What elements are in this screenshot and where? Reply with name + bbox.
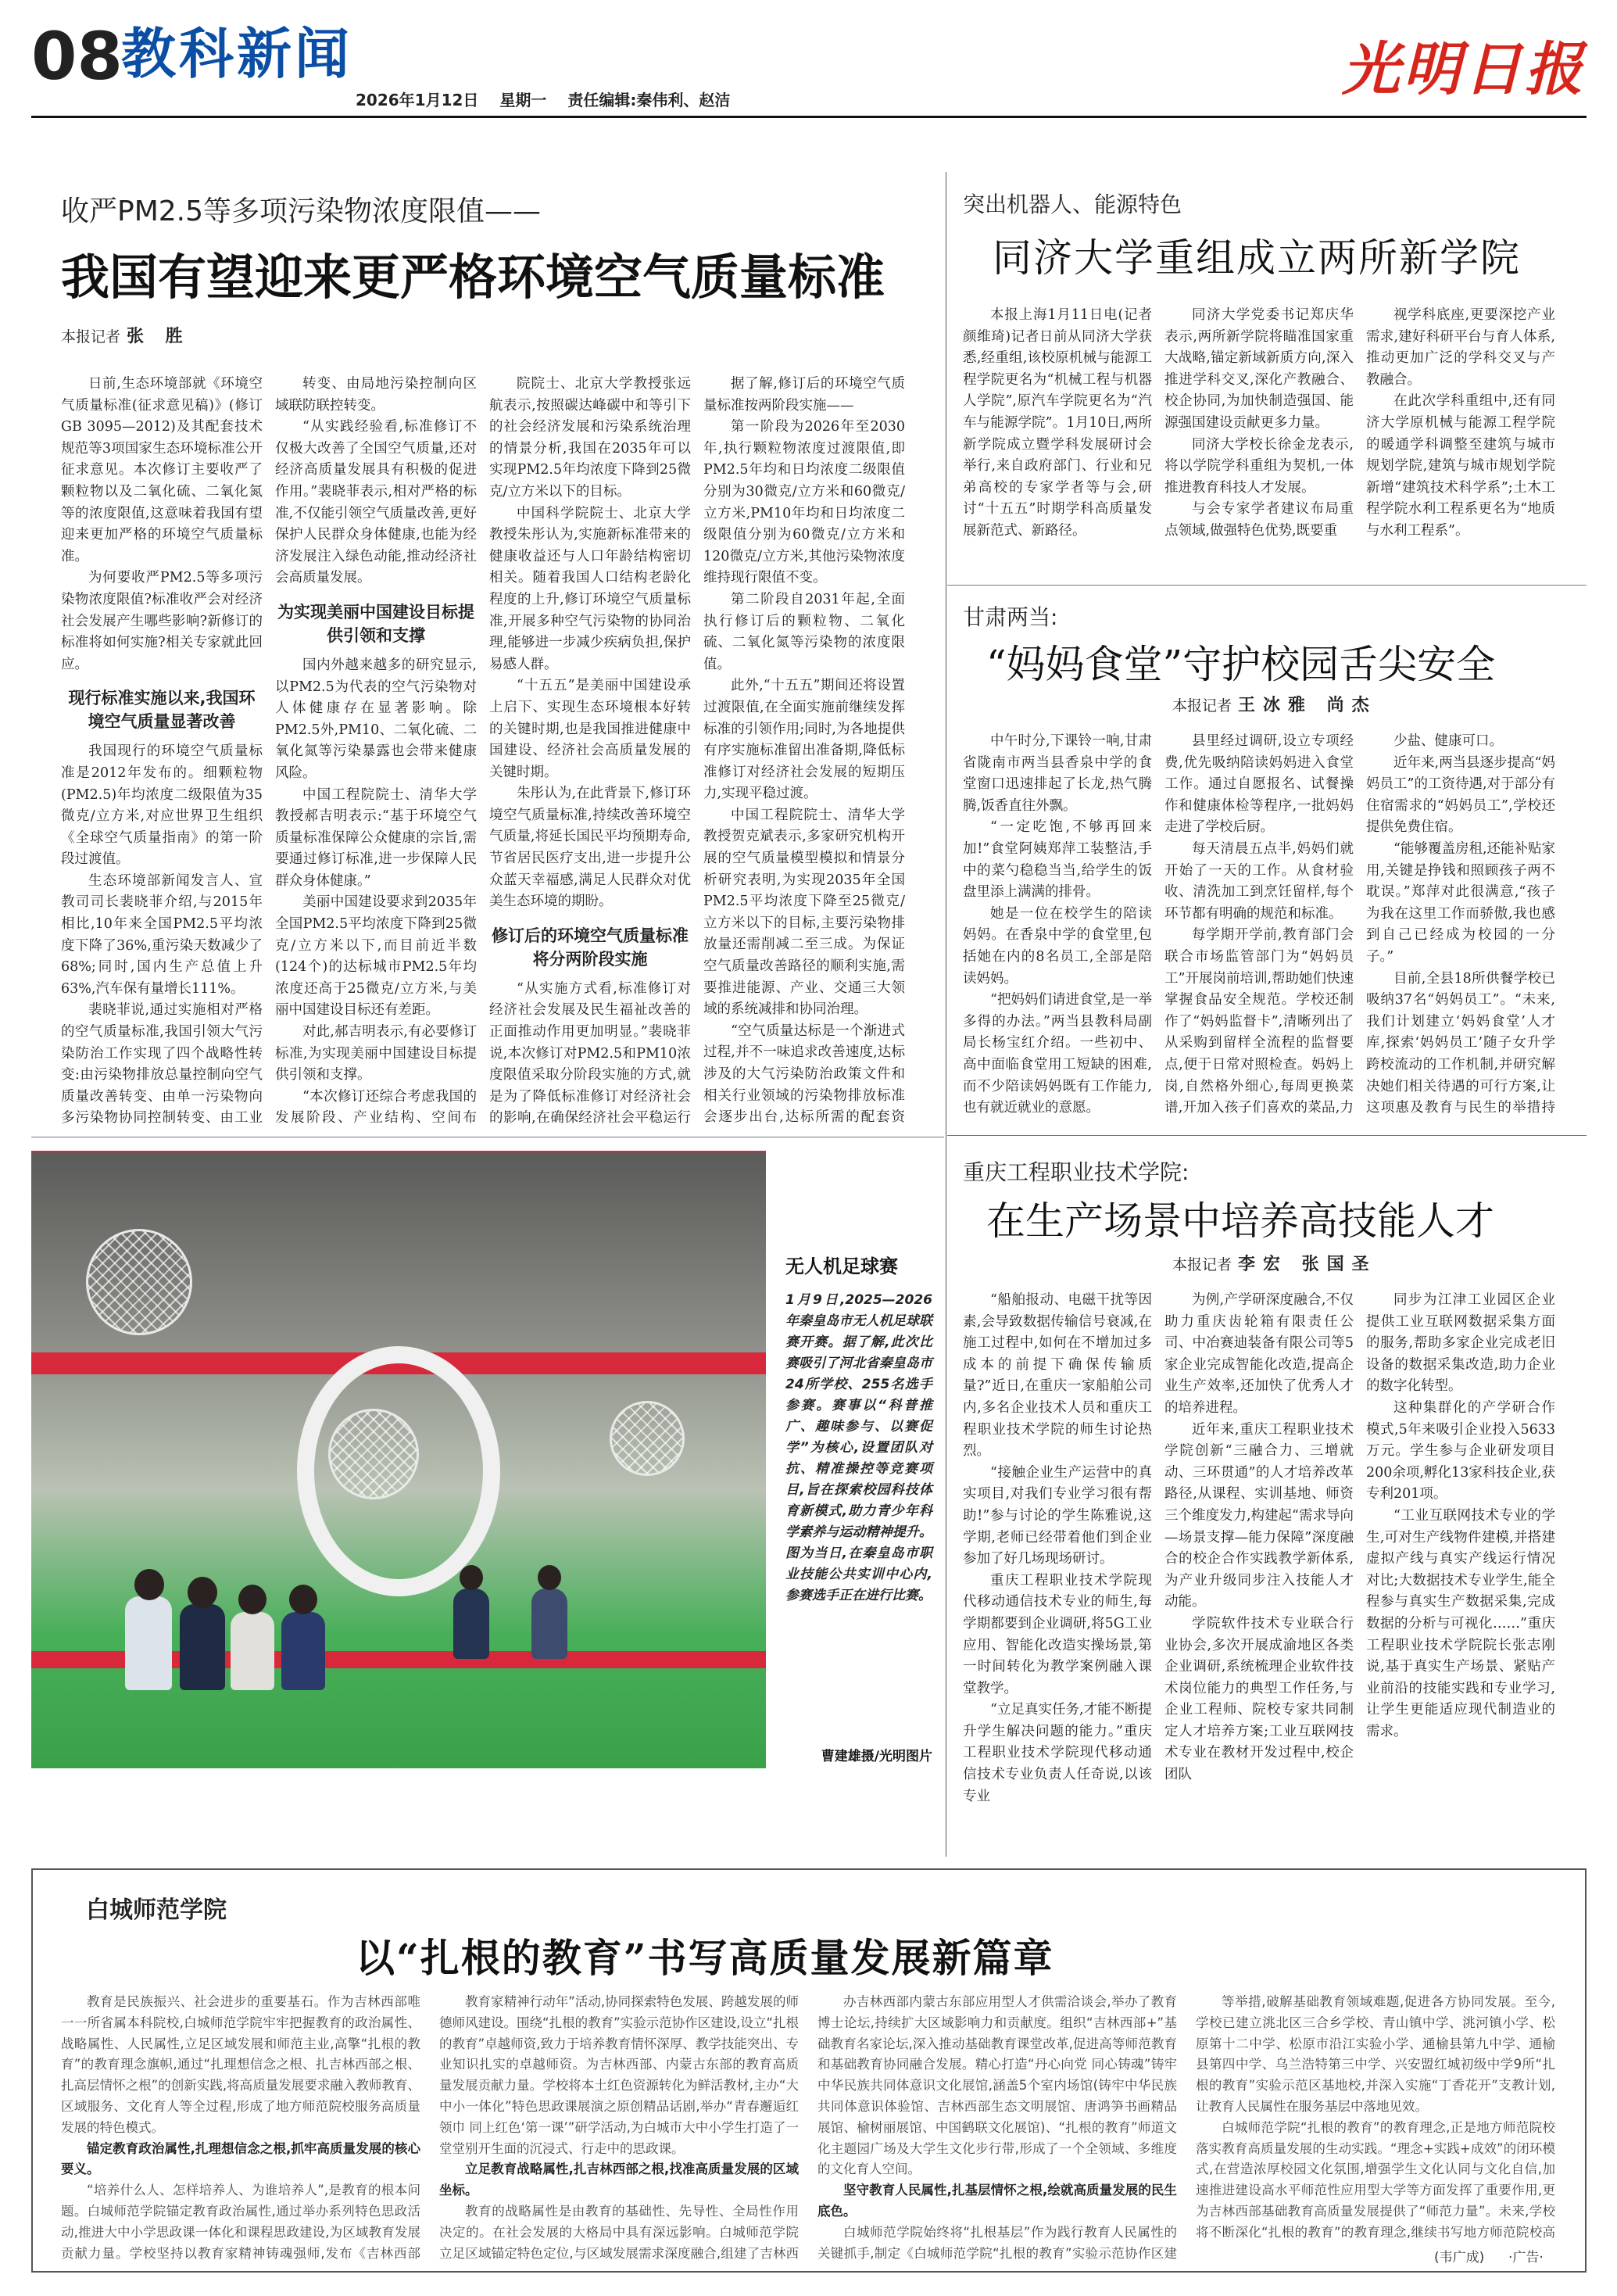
ad-column-2: 教育家精神行动年”活动,协同探索特色发展、跨越发展的师德师风建设。围绕“扎根的教育”实验示范协作区建设,设立“扎根的教育”卓越师资,致力于培养教育情怀深厚、教学技能突出、专业知识扎实的卓越师资。为吉林西部、内蒙古东部的教育高质量发展贡献力量。学校将本土红色资源转化为鲜活教材,主办“大中小一体化”特色思政课展演之原创精品话剧,举办“青春邂逅红领巾 同上红色‘第一课’”研学活动,为白城市大中小学生打造了一堂堂别开生面的沉浸式、行走中的思政课。 立足教育战略属性,扎吉林西部之根,找准高质量发展的区域坐标。 教育的战略属性是由教育的基础性、先导性、全局性作用决定的。在社会发展的大格局中具有深远影响。白城师范学院立足区域锚定特色定位,与区域发展需求深度融合,组建了吉林西 [439,1994,799,2261]
photo-title: 无人机足球赛 [785,1255,898,1277]
masthead-logo: 光明日报 [1342,36,1586,103]
reporter-name: 李宏 张国圣 [1238,1255,1377,1274]
photo-credit: 曹建雄摄/光明图片 [821,1749,932,1764]
student-head [134,1569,164,1600]
student-head [188,1577,217,1608]
article3-column-3: 少盐、健康可口。 近年来,两当县逐步提高“妈妈员工”的工资待遇,对于部分有住宿需求的“妈妈员工”,学校还提供免费住宿。 “能够覆盖房租,还能补贴家用,关键是挣钱和照顾孩子两不耽误。”郑萍对此很满意,“孩子为我在这里工作而骄傲,我也感到自己已经成为校园的一分子。” 目前,全县18所供餐学校已吸纳37名“妈妈员工”。“未来,我们计划建立‘妈妈食堂’人才库,探索‘妈妈员工’随子女升学跨校流动的工作机制,并研究解决她们相关待遇的可行方案,让这项惠及教育与民生的举措持 [1366,733,1555,1116]
section-title: 教科新闻 [121,22,352,86]
subheading: 为实现美丽中国建设目标提供引领和支撑 [277,602,474,645]
student [231,1612,274,1690]
article3-kicker: 甘肃两当: [963,604,1058,630]
header-rule [31,116,1587,118]
student-head [538,1565,561,1590]
article3-byline: 本报记者 王冰雅 尚杰 [1172,696,1377,715]
article1-column-2: 转变、由局地污染控制向区域联防联控转变。 “从实践经验看,标准修订不仅极大改善了全国空气质量,还对经济高质量发展具有积极的促进作用。”裴晓菲表示,相对严格的标准,不仅能引领空气质量改善,更好保护人民群众身体健康,也能为经济发展注入绿色动能,推动经济社会高质量发展。 为实现美丽中国建设目标提供引领和支撑 国内外越来越多的研究显示,以PM2.5为代表的空气污染物对人体健康存在显著影响。除PM2.5外,PM10、二氧化硫、二氧化氮等污染暴露也会带来健康风险。 中国工程院院士、清华大学教授郝吉明表示:“基于环境空气质量标准保障公众健康的宗旨,需要通过修订标准,进一步保障人民群众身体健康。” 美丽中国建设要求到2035年全国PM2.5平均浓度下降到25微克/立方米以下,而目前近半数(124个)的达标城市PM2.5年均浓度还高于25微克/立方米,与美丽中国建设目标还有差距。 对此,郝吉明表示,有必要修订标准,为实现美丽中国建设目标提供引领和支撑。 “本次修订还综合考虑我国的发展阶段、产业结构、空间布 [275,376,477,1124]
ad-subheading: 坚守教育人民属性,扎基层情怀之根,绘就高质量发展的民生底色。 [817,2183,1177,2219]
drone-soccer-photo [31,1151,766,1768]
subheading: 现行标准实施以来,我国环境空气质量显著改善 [68,689,256,732]
reporter-name: 张 胜 [127,327,191,346]
student [180,1604,225,1690]
ad-organization: 白城师范学院 [86,1897,227,1924]
article1-byline: 本报记者 张 胜 [61,327,191,346]
article4-column-2: 为例,产学研深度融合,不仅助力重庆齿轮箱有限责任公司、中冶赛迪装备有限公司等5家企业完成智能化改造,提高企业生产效率,还加快了优秀人才的培养进程。 近年来,重庆工程职业技术学院创新“三融合力、三增就动、三环贯通”的人才培养改革路径,从课程、实训基地、师资三个维度发力,构建起“需求导向—场景支撑—能力保障”深度融合的校企合作实践教学新体系,为产业升级同步注入技能人才动能。 学院软件技术专业联合行业协会,多次开展成渝地区各类企业调研,系统梳理企业软件技术岗位能力的典型工作任务,与企业工程师、院校专家共同制定人才培养方案;工业互联网技术专业在教材开发过程中,校企团队 [1164,1292,1354,1783]
issue-date: 2026年1月12日 [356,91,479,109]
article3-headline: “妈妈食堂”守护校园舌尖安全 [986,642,1496,687]
ad-subheading: 锚定教育政治属性,扎理想信念之根,抓牢高质量发展的核心要义。 [61,2140,420,2177]
student [531,1589,567,1659]
article1-column-3: 院院士、北京大学教授张远航表示,按照碳达峰碳中和等引下的社会经济发展和污染系统治理的情景分析,我国在2035年可以实现PM2.5年均浓度下降到25微克/立方米以下的目标。 中国科学院院士、北京大学教授朱彤认为,实施新标准带来的健康收益还与人口年龄结构密切相关。随着我国人口结构老龄化程度的上升,修订环境空气质量标准,开展多种空气污染物的协同治理,能够进一步减少疾病负担,保护易感人群。 “十五五”是美丽中国建设承上启下、实现生态环境根本好转的关键时期,也是我国推进健康中国建设、经济社会高质量发展的关键时期。 朱彤认为,在此背景下,修订环境空气质量标准,持续改善环境空气质量,将延长国民平均预期寿命,节省居民医疗支出,进一步提升公众蓝天幸福感,满足人民群众对优美生态环境的期盼。 修订后的环境空气质量标准将分两阶段实施 “从实施方式看,标准修订对经济社会发展及民生福祉改善的正面推动作用更加明显。”裴晓菲说,本次修订对PM2.5和PM10浓度限值采取分阶段实施的方式,就是为了降低标准修订对经济社会的影响,在确保经济社会平稳运行 [489,376,691,1124]
drone-ball [86,1229,192,1335]
ad-subheading: 立足教育战略属性,扎吉林西部之根,找准高质量发展的区域坐标。 [439,2162,799,2198]
student [281,1612,325,1690]
section-divider [947,1135,1587,1136]
ad-author: (韦广成) [1434,2250,1485,2266]
photo-caption: 1月9日,2025—2026年秦皇岛市无人机足球联赛开赛。据了解,此次比赛吸引了河北省秦皇岛市24所学校、255名选手参赛。赛事以“科普推广、趣味参与、以赛促学”为核心,设置团队对抗、精准操控等竞赛项目,旨在探索校园科技体育新模式,助力青少年科学素养与运动精神提升。图为当日,在秦皇岛市职业技能公共实训中心内,参赛选手正在进行比赛。 [785,1292,932,1603]
student [453,1589,489,1659]
issue-editors: 责任编辑:秦伟利、赵洁 [567,91,731,109]
article4-byline: 本报记者 李宏 张国圣 [1172,1255,1377,1274]
ad-column-4: 等举措,破解基础教育领域难题,促进各方协同发展。至今,学校已建立洮北区三合乡学校、青山镇中学、洮河镇小学、松原第十二中学、松原市沿江实验小学、通榆县第九中学、通榆县第四中学、乌兰浩特第三中学、兴安盟红城初级中学9所“扎根的教育”实验示范区基地校,并深入实施“丁香花开”支教计划,让教育人民属性在服务基层中落地见效。 白城师范学院“扎根的教育”的教育理念,正是地方师范院校落实教育高质量发展的生动实践。“理念+实践+成效”的闭环模式,在营造浓厚校园文化氛围,增强学生文化认同与文化自信,加速推进建设高水平师范性应用型大学等方面发挥了重要作用,更为吉林西部基础教育高质量发展提供了“师范力量”。未来,学校将不断深化“扎根的教育”的教育理念,继续书写地方师范院校高 [1196,1994,1555,2240]
article4-column-1: “船舶报动、电磁干扰等因素,会导致数据传输信号衰减,在施工过程中,如何在不增加过多成本的前提下确保传输质量?”近日,在重庆一家船舶公司内,多名企业技术人员和重庆工程职业技术学院的师生讨论热烈。 “接触企业生产运营中的真实项目,对我们专业学习很有帮助!”参与讨论的学生陈雅说,这学期,老师已经带着他们到企业参加了好几场现场研讨。 重庆工程职业技术学院现代移动通信技术专业的师生,每学期都要到企业调研,将5G工业应用、智能化改造实操场景,第一时间转化为教学案例融入课堂教学。 “立足真实任务,才能不断提升学生解决问题的能力。”重庆工程职业技术学院现代移动通信技术专业负责人任奇说,以该专业 [963,1292,1152,1804]
page-number: 08 [31,18,123,95]
section-divider [947,585,1587,586]
student-head [460,1565,483,1590]
article2-column-2: 同济大学党委书记郑庆华表示,两所新学院将瞄准国家重大战略,锚定新域新质方向,深入推进学科交叉,深化产教融合、校企协同,为加快制造强国、能源强国建设贡献更多力量。 同济大学校长徐金龙表示,将以学院学科重组为契机,一体推进教育科技人才发展。 与会专家学者建议布局重点领域,做强特色优势,既要重 [1164,307,1354,539]
article2-headline: 同济大学重组成立两所新学院 [993,235,1521,281]
article1-column-4: 据了解,修订后的环境空气质量标准按两阶段实施—— 第一阶段为2026年至2030年,执行颗粒物浓度过渡限值,即PM2.5年均和日均浓度二级限值分别为30微克/立方米和60微克/立方米,PM10年均和日均浓度二级限值分别为60微克/立方米和120微克/立方米,其他污染物浓度维持现行限值不变。 第二阶段自2031年起,全面执行修订后的颗粒物、二氧化硫、二氧化氮等污染物的浓度限值。 此外,“十五五”期间还将设置过渡限值,在全面实施前继续发挥标准的引领作用;同时,为各地提供有序实施标准留出准备期,降低标准修订对经济社会发展的短期压力,实现平稳过渡。 中国工程院院士、清华大学教授贺克斌表示,多家研究机构开展的空气质量模型模拟和情景分析研究表明,为实现2035年全国PM2.5平均浓度下降至25微克/立方米以下的目标,主要污染物排放量还需削减二至三成。为保证空气质量改善路径的顺利实施,需要推进能源、产业、交通三大领域的系统减排和协同治理。 “空气质量达标是一个渐进式过程,并不一味追求改善速度,达标涉及的大气污染防治政策文件和相关行业领域的污染物排放标准会逐步出台,达标所需的配套资 [703,376,905,1124]
article4-kicker: 重庆工程职业技术学院: [963,1159,1189,1185]
article2-kicker: 突出机器人、能源特色 [963,192,1182,217]
article4-column-3: 同步为江津工业园区企业提供工业互联网数据采集方面的服务,帮助多家企业完成老旧设备的数据采集改造,助力企业的数字化转型。 这种集群化的产学研合作模式,5年来吸引企业投入5633万元。学生参与企业研发项目200余项,孵化13家科技企业,获专利201项。 “工业互联网技术专业的学生,可对生产线物件建模,并搭建虚拟产线与真实产线运行情况对比;大数据技术专业学生,能全程参与真实生产数据采集,完成数据的分析与可视化……”重庆工程职业技术学院院长张志刚说,基于真实生产场景、紧贴产业前沿的技能实践和专业学习,让学生更能适应现代制造业的需求。 [1366,1292,1555,1739]
student-head [289,1585,317,1614]
drone-ball [328,1409,419,1499]
student-head [238,1585,267,1614]
article2-column-1: 本报上海1月11日电(记者颜维琦)记者日前从同济大学获悉,经重组,该校原机械与能源工程学院更名为“机械工程与机器人学院”,原汽车学院更名为“汽车与能源学院”。1月10日,两所新学院成立暨学科发展研讨会举行,来自政府部门、行业和兄弟高校的专家学者等与会,研讨“十五五”时期学科高质量发展新范式、新路径。 [963,307,1152,539]
student [125,1596,172,1690]
article3-column-2: 县里经过调研,设立专项经费,优先吸纳陪读妈妈进入食堂工作。通过自愿报名、试餐操作和健康体检等程序,一批妈妈走进了学校后厨。 每天清晨五点半,妈妈们就开始了一天的工作。从食材验收、清洗加工到烹饪留样,每个环节都有明确的规范和标准。 每学期开学前,教育部门会联合市场监管部门为“妈妈员工”开展岗前培训,帮助她们快速掌握食品安全规范。学校还制作了“妈妈监督卡”,清晰列出了从采购到留样全流程的监督要点,便于日常对照检查。妈妈上岗,自然格外细心,每周更换菜谱,开加入孩子们喜欢的菜品,力 [1164,733,1354,1116]
ad-headline: 以“扎根的教育”书写高质量发展新篇章 [356,1935,1054,1981]
ad-column-1: 教育是民族振兴、社会进步的重要基石。作为吉林西部唯一一所省属本科院校,白城师范学院牢牢把握教育的政治属性、战略属性、人民属性,立足区域发展和师范主业,高擎“扎根的教育”的教育理念旗帜,通过“扎理想信念之根、扎吉林西部之根、扎高层情怀之根”的创新实践,将高质量发展要求融入教师教育、区域服务、文化育人等全过程,形成了地方师范院校服务高质量发展的特色模式。 锚定教育政治属性,扎理想信念之根,抓牢高质量发展的核心要义。 “培养什么人、怎样培养人、为谁培养人”,是教育的根本问题。白城师范学院锚定教育政治属性,通过举办系列特色思政活动,推进大中小学思政课一体化和课程思政建设,为区域教育发展贡献力量。学校坚持以教育家精神铸魂强师,发布《吉林西部 [61,1994,420,2261]
article1-kicker: 收严PM2.5等多项污染物浓度限值—— [61,195,542,227]
ad-column-3: 办吉林西部内蒙古东部应用型人才供需洽谈会,举办了教育博士论坛,持续扩大区域影响力和贡献度。组织“吉林西部+”基础教育名家论坛,深入推动基础教育课堂改革,促进高等师范教育和基础教育协同融合发展。精心打造“丹心向党 同心铸魂”铸牢中华民族共同体意识文化展馆,涵盖5个室内场馆(铸牢中华民族共同体意识体验馆、吉林西部生态文明展馆、唐鸿笋书画精品展馆、榆树丽展馆、中国鹤联文化展馆)、“扎根的教育”师道文化主题园广场及大学生文化步行带,形成了一个全领域、多维度的文化育人空间。 坚守教育人民属性,扎基层情怀之根,绘就高质量发展的民生底色。 白城师范学院始终将“扎根基层”作为践行教育人民属性的关键抓手,制定《白城师范学院“扎根的教育”实验示范协作区建 [817,1994,1177,2261]
article4-headline: 在生产场景中培养高技能人才 [986,1198,1494,1244]
article1-column-1: 日前,生态环境部就《环境空气质量标准(征求意见稿)》(修订GB 3095—2012)及其配套技术规范等3项国家生态环境标准公开征求意见。本次修订主要收严了颗粒物以及二氧化硫、二氧化氮等的浓度限值,这意味着我国有望迎来更加严格的环境空气质量标准。 为何要收严PM2.5等多项污染物浓度限值?标准收严会对经济社会发展产生哪些影响?新修订的标准将如何实施?相关专家就此回应。 现行标准实施以来,我国环境空气质量显著改善 我国现行的环境空气质量标准是2012年发布的。细颗粒物(PM2.5)年均浓度二级限值为35微克/立方米,对应世界卫生组织《全球空气质量指南》的第一阶段过渡值。 生态环境部新闻发言人、宣教司司长裴晓菲介绍,与2015年相比,10年来全国PM2.5平均浓度下降了36%,重污染天数减少了68%;同时,国内生产总值上升63%,汽车保有量增长111%。 裴晓菲说,通过实施相对严格的空气质量标准,我国引领大气污染防治工作实现了四个战略性转变:由污染物排放总量控制向空气质量改善转变、由单一污染物向多污染物协同控制转变、由工业 [61,376,263,1124]
ad-label: ·广告· [1508,2250,1544,2266]
article3-column-1: 中午时分,下课铃一响,甘肃省陇南市两当县香泉中学的食堂窗口迅速排起了长龙,热气腾腾,饭香直往外飘。 “一定吃饱,不够再回来加!”食堂阿姨郑萍工装整洁,手中的菜勺稳稳当当,给学生的饭盘里添上满满的排骨。 她是一位在校学生的陪读妈妈。在香泉中学的食堂里,包括她在内的8名员工,全部是陪读妈妈。 “把妈妈们请进食堂,是一举多得的办法。”两当县教科局副局长杨宝红介绍。一些初中、高中面临食堂用工短缺的困难,而不少陪读妈妈既有工作能力,也有就近就业的意愿。 [963,733,1152,1116]
issue-weekday: 星期一 [499,91,547,109]
article1-headline: 我国有望迎来更严格环境空气质量标准 [61,249,885,306]
drone-ball [610,1401,685,1476]
article2-column-3: 视学科底座,更要深挖产业需求,建好科研平台与育人体系,推动更加广泛的学科交叉与产教融合。 在此次学科重组中,还有同济大学原机械与能源工程学院的暖通学科调整至建筑与城市规划学院,建筑与城市规划学院新增“建筑技术科学系”;土木工程学院水利工程系更名为“地质与水利工程系”。 [1366,307,1555,539]
subheading: 修订后的环境空气质量标准将分两阶段实施 [492,926,689,969]
reporter-name: 王冰雅 尚杰 [1238,696,1377,715]
issue-info [356,88,746,110]
